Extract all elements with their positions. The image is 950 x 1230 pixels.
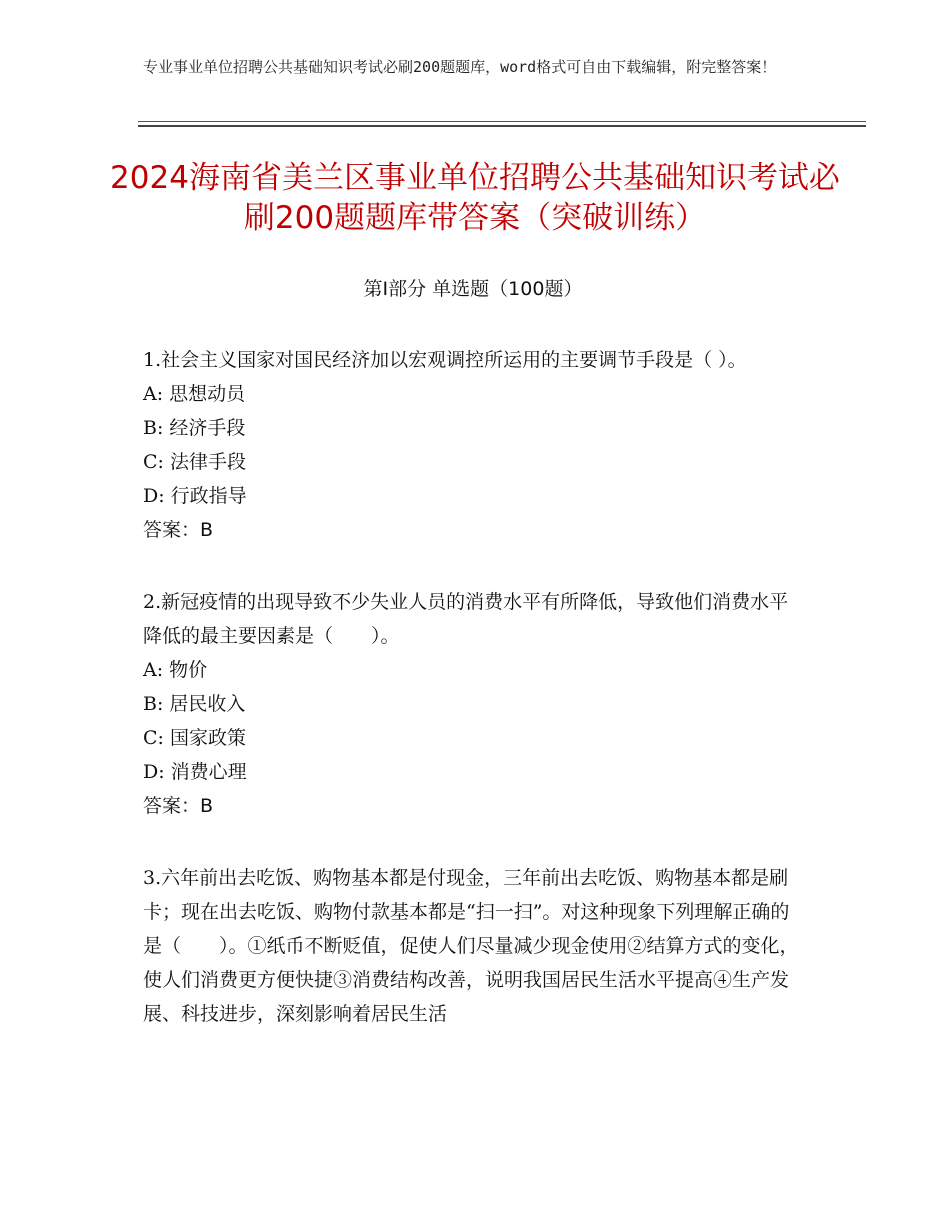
option-d: D: 消费心理 bbox=[143, 761, 247, 783]
header-note: 专业事业单位招聘公共基础知识考试必刷200题题库，word格式可自由下载编辑，附完整答案！ bbox=[143, 58, 777, 76]
option-b: B: 经济手段 bbox=[143, 417, 246, 439]
question-item bbox=[143, 585, 803, 823]
question-stem: 1.社会主义国家对国民经济加以宏观调控所运用的主要调节手段是（ ）。 bbox=[143, 349, 747, 371]
question-item bbox=[143, 861, 803, 1031]
answer-line: 答案：B bbox=[143, 795, 214, 817]
header-divider-thick bbox=[138, 125, 866, 127]
option-c: C: 法律手段 bbox=[143, 451, 246, 473]
option-b: B: 居民收入 bbox=[143, 693, 246, 715]
question-stem: 2.新冠疫情的出现导致不少失业人员的消费水平有所降低，导致他们消费水平降低的最主要因素是（ ）。 bbox=[143, 591, 789, 647]
answer-line: 答案：B bbox=[143, 519, 214, 541]
option-d: D: 行政指导 bbox=[143, 485, 247, 507]
question-stem: 3.六年前出去吃饭、购物基本都是付现金，三年前出去吃饭、购物基本都是刷卡；现在出去吃饭、购物付款基本都是“扫一扫”。对这种现象下列理解正确的是（ ）。①纸币不断贬值，促使人们尽量减少现金使用②结算方式的变化，使人们消费更方便快捷③消费结构改善，说明我国居民生活水平提高④生产发展、科技进步，深刻影响着居民生活 bbox=[143, 867, 799, 1025]
option-a: A: 物价 bbox=[143, 659, 208, 681]
header-divider-thin bbox=[138, 121, 866, 122]
option-a: A: 思想动员 bbox=[143, 383, 246, 405]
document-title: 2024海南省美兰区事业单位招聘公共基础知识考试必刷200题题库带答案（突破训练） bbox=[110, 160, 840, 236]
section-title: 第Ⅰ部分 单选题（100题） bbox=[363, 278, 583, 300]
option-c: C: 国家政策 bbox=[143, 727, 246, 749]
question-list bbox=[143, 343, 803, 1069]
question-item bbox=[143, 343, 803, 547]
